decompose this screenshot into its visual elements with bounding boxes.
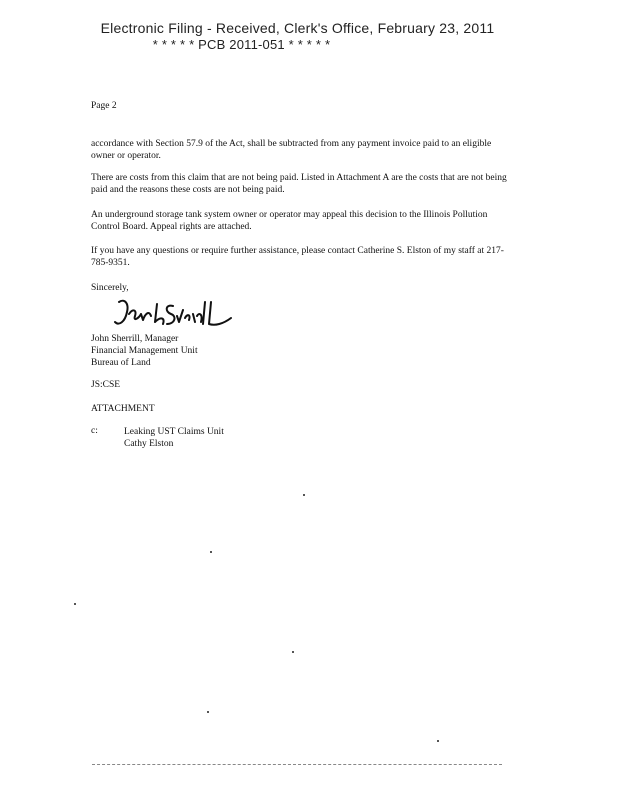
scan-artifact-line	[92, 764, 502, 765]
paragraph-contact: If you have any questions or require further assistance, please contact Catherine S. Elston of my staff at 217-785-9351.	[91, 246, 504, 268]
cc-label: c:	[91, 426, 98, 436]
scan-speck	[303, 494, 305, 496]
scan-speck	[210, 551, 212, 553]
signer-bureau: Bureau of Land	[91, 358, 151, 368]
closing-salutation: Sincerely,	[91, 283, 129, 293]
signer-name-title: John Sherrill, Manager	[91, 334, 179, 344]
case-number-stamp: * * * * * PCB 2011-051 * * * * *	[152, 37, 331, 52]
cc-recipient-list	[124, 426, 224, 450]
cc-recipient: Leaking UST Claims Unit	[124, 427, 224, 437]
signer-unit: Financial Management Unit	[91, 346, 198, 356]
attachment-label: ATTACHMENT	[91, 404, 155, 414]
scan-speck	[437, 740, 439, 742]
paragraph-unpaid-costs: There are costs from this claim that are not being paid. Listed in Attachment A are the costs that are not being paid and the reasons these costs are not being paid.	[91, 173, 507, 195]
scan-speck	[207, 711, 209, 713]
filing-stamp: Electronic Filing - Received, Clerk's Office, February 23, 2011	[100, 20, 495, 36]
reference-initials: JS:CSE	[91, 380, 121, 390]
handwritten-signature	[111, 296, 251, 330]
cc-recipient: Cathy Elston	[124, 439, 174, 449]
paragraph-payment-deduction: accordance with Section 57.9 of the Act, shall be subtracted from any payment invoice paid to an eligible owner or operator.	[91, 139, 492, 161]
scan-speck	[292, 651, 294, 653]
paragraph-appeal-rights: An underground storage tank system owner or operator may appeal this decision to the Illinois Pollution Control Board. Appeal rights are attached.	[91, 210, 488, 232]
scan-speck	[74, 603, 76, 605]
page-label: Page 2	[91, 101, 117, 111]
